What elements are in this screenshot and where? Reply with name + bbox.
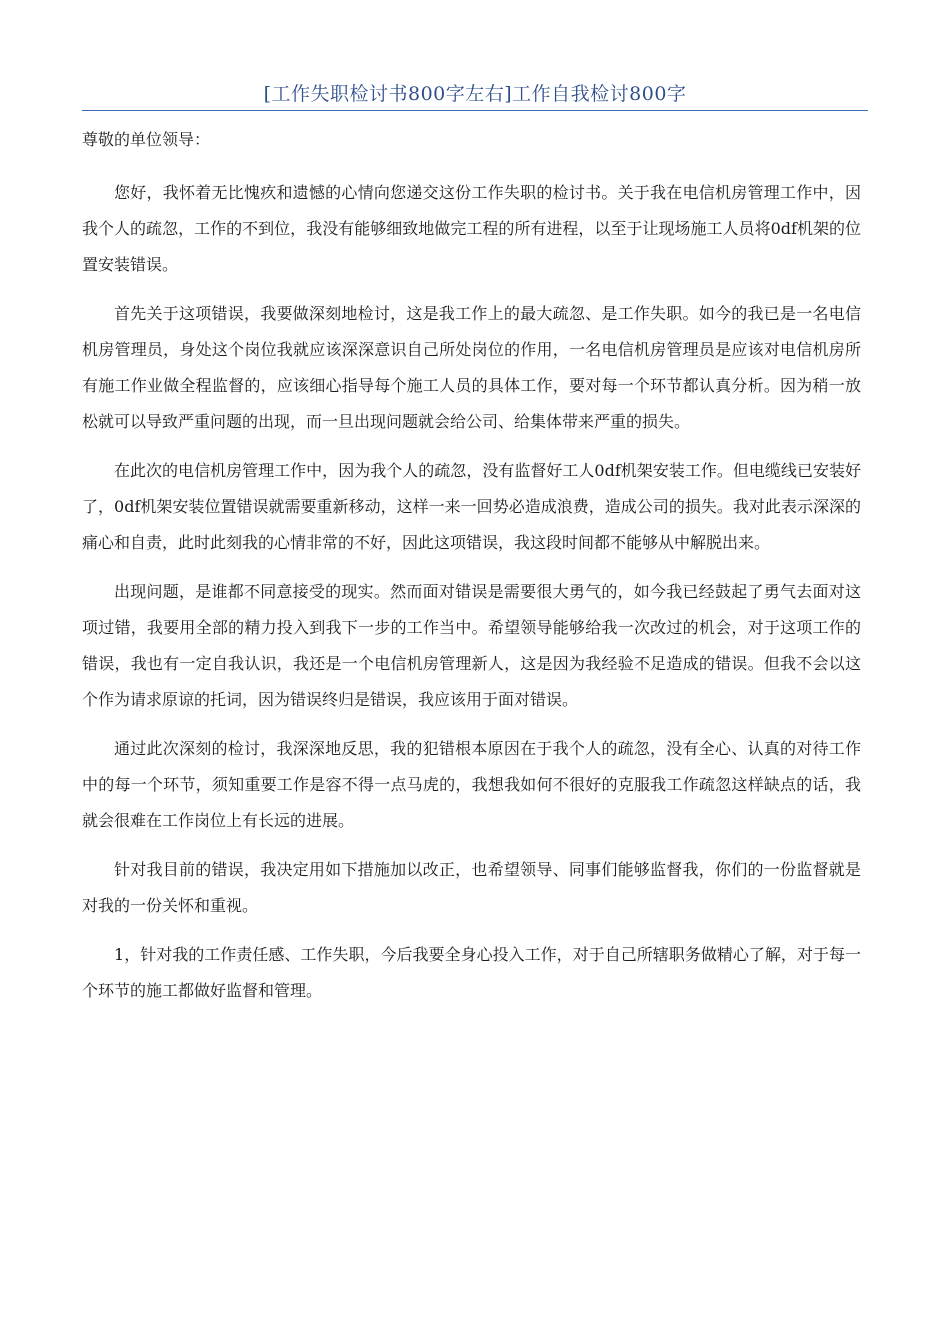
paragraph-7: 1，针对我的工作责任感、工作失职，今后我要全身心投入工作，对于自己所辖职务做精心了解，对于每一个环节的施工都做好监督和管理。: [82, 945, 861, 1000]
paragraph-2: 首先关于这项错误，我要做深刻地检讨，这是我工作上的最大疏忽、是工作失职。如今的我已是一名电信机房管理员，身处这个岗位我就应该深深意识自己所处岗位的作用，一名电信机房管理员是应该对电信机房所有施工作业做全程监督的，应该细心指导每个施工人员的具体工作，要对每一个环节都认真分析。因为稍一放松就可以导致严重问题的出现，而一旦出现问题就会给公司、给集体带来严重的损失。: [82, 304, 861, 431]
title-underline: [82, 110, 868, 111]
paragraph-4: 出现问题，是谁都不同意接受的现实。然而面对错误是需要很大勇气的，如今我已经鼓起了勇气去面对这项过错，我要用全部的精力投入到我下一步的工作当中。希望领导能够给我一次改过的机会，对于这项工作的错误，我也有一定自我认识，我还是一个电信机房管理新人，这是因为我经验不足造成的错误。但我不会以这个作为请求原谅的托词，因为错误终归是错误，我应该用于面对错误。: [82, 582, 861, 709]
paragraph-1: 您好，我怀着无比愧疚和遗憾的心情向您递交这份工作失职的检讨书。关于我在电信机房管理工作中，因我个人的疏忽，工作的不到位，我没有能够细致地做完工程的所有进程，以至于让现场施工人员将0df机架的位置安装错误。: [82, 183, 861, 274]
paragraph-5: 通过此次深刻的检讨，我深深地反思，我的犯错根本原因在于我个人的疏忽，没有全心、认真的对待工作中的每一个环节，须知重要工作是容不得一点马虎的，我想我如何不很好的克服我工作疏忽这样缺点的话，我就会很难在工作岗位上有长远的进展。: [82, 739, 861, 830]
paragraph-6: 针对我目前的错误，我决定用如下措施加以改正，也希望领导、同事们能够监督我，你们的一份监督就是对我的一份关怀和重视。: [82, 860, 861, 915]
paragraph-3: 在此次的电信机房管理工作中，因为我个人的疏忽，没有监督好工人0df机架安装工作。但电缆线已安装好了，0df机架安装位置错误就需要重新移动，这样一来一回势必造成浪费，造成公司的损失。我对此表示深深的痛心和自责，此时此刻我的心情非常的不好，因此这项错误，我这段时间都不能够从中解脱出来。: [82, 461, 861, 552]
document-title: [工作失职检讨书800字左右]工作自我检讨800字: [263, 83, 687, 105]
salutation: 尊敬的单位领导：: [82, 130, 211, 149]
document-body: [82, 124, 861, 1022]
